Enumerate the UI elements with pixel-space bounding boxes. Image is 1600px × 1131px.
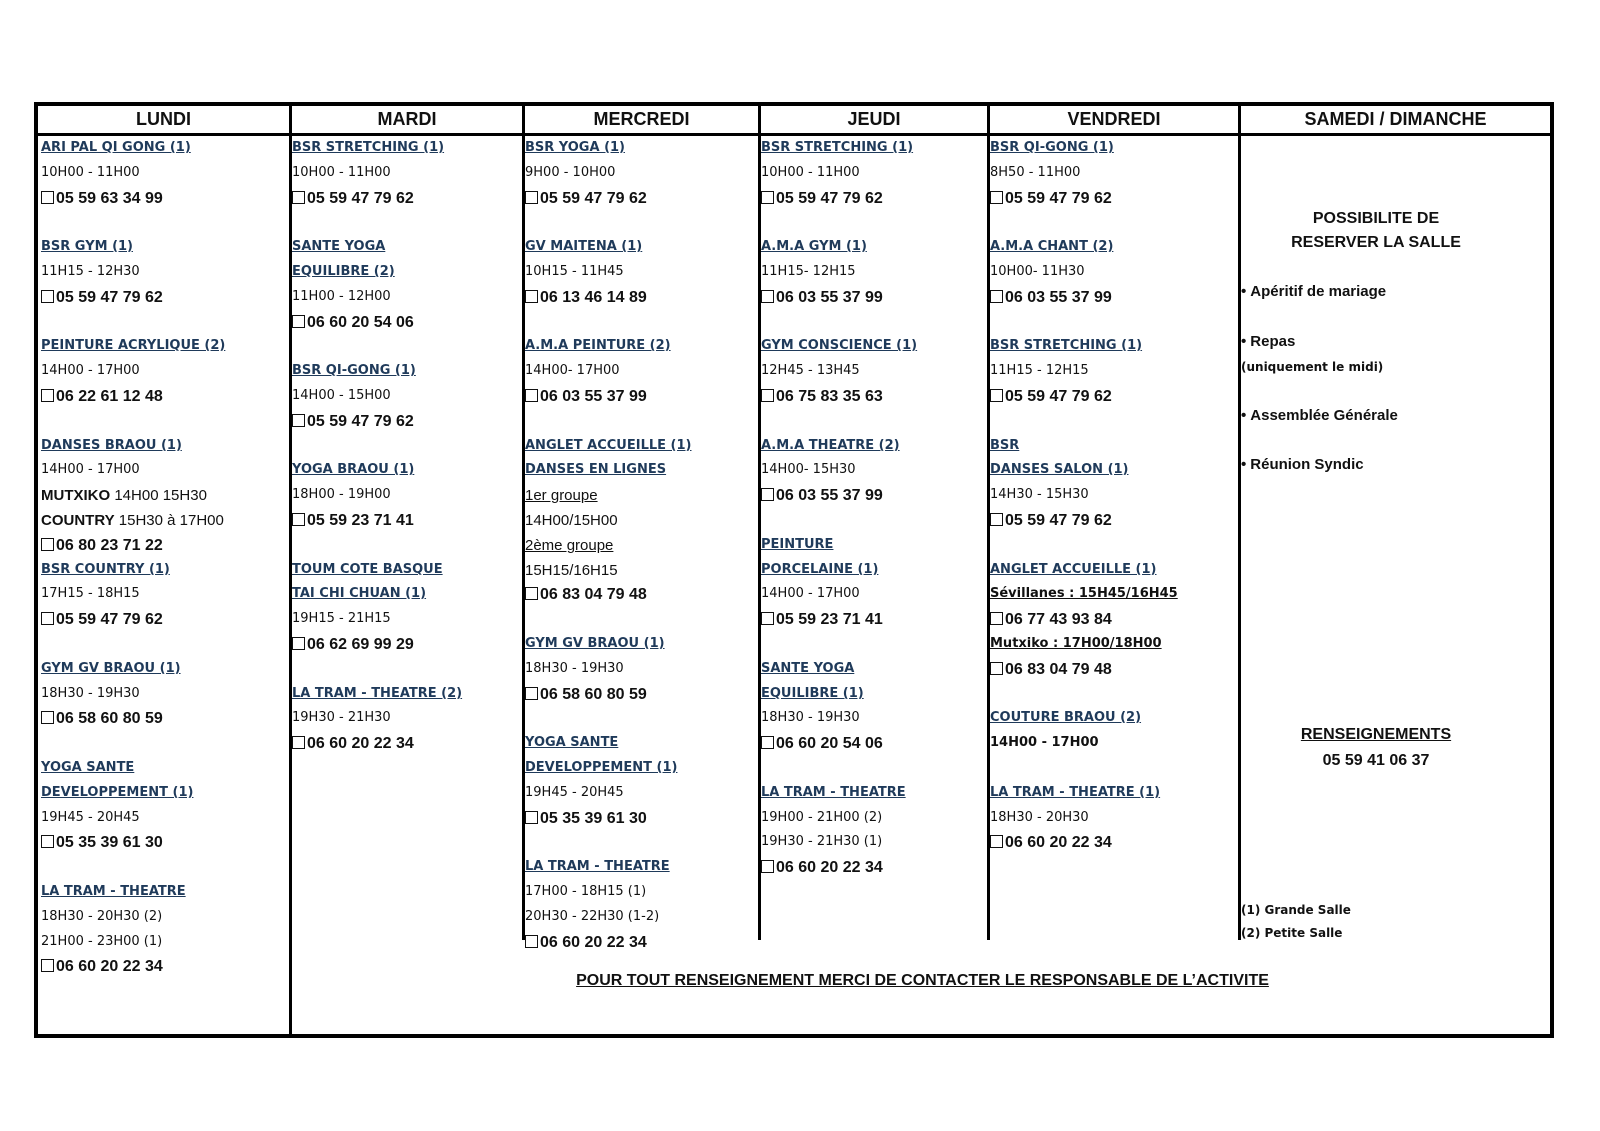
header-weekend: SAMEDI / DIMANCHE [1241, 106, 1550, 136]
activity-title: EQUILIBRE (1) [761, 686, 864, 701]
activity-time: 21H00 - 23H00 (1) [41, 934, 163, 949]
info-phone: 05 59 41 06 37 [1322, 752, 1430, 769]
sub-activity [41, 487, 207, 504]
activity-title: BSR GYM (1) [41, 239, 133, 254]
activity-time: 17H00 - 18H15 (1) [525, 884, 647, 899]
sub-activity-time: 14H00 15H30 [114, 487, 207, 504]
activity-title: DEVELOPPEMENT (1) [525, 760, 678, 775]
activity-title: DANSES SALON (1) [990, 462, 1129, 477]
activity-title: BSR STRETCHING (1) [292, 140, 445, 155]
activity-time: 11H15 - 12H30 [41, 264, 140, 279]
activity-title: ANGLET ACCUEILLE (1) [525, 438, 692, 453]
phone-number: 06 58 60 80 59 [41, 710, 163, 728]
activity-time: 14H30 - 15H30 [990, 487, 1089, 502]
activity-time: 14H00- 17H00 [525, 363, 620, 378]
activity-title: A.M.A CHANT (2) [990, 239, 1114, 254]
activity-title: BSR QI-GONG (1) [292, 363, 416, 378]
activity-title: LA TRAM - THEATRE [525, 859, 670, 874]
activity-time: 18H30 - 20H30 (2) [41, 909, 163, 924]
activity-title: BSR STRETCHING (1) [761, 140, 914, 155]
booking-item: • Réunion Syndic [1241, 456, 1364, 473]
activity-time: 11H15 - 12H15 [990, 363, 1089, 378]
activity-title: GYM GV BRAOU (1) [41, 661, 181, 676]
phone-number: 05 59 63 34 99 [41, 190, 163, 208]
footer-note: POUR TOUT RENSEIGNEMENT MERCI DE CONTACTER LE RESPONSABLE DE L’ACTIVITE [576, 972, 1269, 989]
phone-number: 06 75 83 35 63 [761, 388, 883, 406]
header-lundi: LUNDI [38, 106, 289, 136]
phone-number: 06 60 20 54 06 [761, 735, 883, 753]
booking-title: POSSIBILITE DE [1312, 210, 1440, 227]
activity-title: BSR YOGA (1) [525, 140, 625, 155]
phone-number: 05 59 23 71 41 [292, 512, 414, 530]
activity-title: PORCELAINE (1) [761, 562, 879, 577]
sub-activity-time: 15H30 à 17H00 [118, 512, 224, 529]
activity-time: 14H00 - 17H00 [41, 462, 140, 477]
header-vendredi: VENDREDI [990, 106, 1238, 136]
activity-time: 10H00 - 11H00 [761, 165, 860, 180]
group-label: 2ème groupe [525, 537, 614, 554]
activity-time: 14H00 - 17H00 [41, 363, 140, 378]
phone-number: 06 60 20 54 06 [292, 314, 414, 332]
phone-number: 05 59 47 79 62 [990, 190, 1112, 208]
phone-number: 06 03 55 37 99 [761, 289, 883, 307]
phone-number: 06 77 43 93 84 [990, 611, 1112, 629]
activity-title: LA TRAM - THEATRE (1) [990, 785, 1161, 800]
activity-time: 14H00 - 17H00 [761, 586, 860, 601]
activity-time: 9H00 - 10H00 [525, 165, 616, 180]
phone-number: 05 59 47 79 62 [990, 512, 1112, 530]
activity-title: YOGA SANTE [41, 760, 135, 775]
activity-title: EQUILIBRE (2) [292, 264, 395, 279]
activity-title: DANSES BRAOU (1) [41, 438, 182, 453]
activity-title: DEVELOPPEMENT (1) [41, 785, 194, 800]
phone-number: 06 22 61 12 48 [41, 388, 163, 406]
activity-title: YOGA BRAOU (1) [292, 462, 415, 477]
phone-number: 06 60 20 22 34 [41, 958, 163, 976]
activity-title: LA TRAM - THEATRE [761, 785, 906, 800]
sub-activity-name: COUNTRY [41, 512, 115, 529]
activity-time: 18H30 - 20H30 [990, 810, 1089, 825]
phone-number: 06 62 69 99 29 [292, 636, 414, 654]
activity-time: 18H00 - 19H00 [292, 487, 391, 502]
activity-title: PEINTURE [761, 537, 834, 552]
header-mardi: MARDI [292, 106, 522, 136]
group-label: 1er groupe [525, 487, 598, 504]
phone-number: 05 59 47 79 62 [292, 190, 414, 208]
phone-number: 06 80 23 71 22 [41, 537, 163, 555]
booking-title: RESERVER LA SALLE [1291, 234, 1461, 251]
phone-number: 06 60 20 22 34 [525, 934, 647, 952]
phone-number: 05 59 47 79 62 [41, 289, 163, 307]
activity-title: A.M.A PEINTURE (2) [525, 338, 671, 353]
activity-time: 10H00- 11H30 [990, 264, 1085, 279]
activity-title: A.M.A THEATRE (2) [761, 438, 900, 453]
phone-number: 05 59 47 79 62 [990, 388, 1112, 406]
activity-detail: Sévillanes : 15H45/16H45 [990, 586, 1178, 601]
phone-number: 06 03 55 37 99 [761, 487, 883, 505]
header-mercredi: MERCREDI [525, 106, 758, 136]
phone-number: 05 35 39 61 30 [41, 834, 163, 852]
activity-title: BSR [990, 438, 1020, 453]
activity-time: 19H45 - 20H45 [41, 810, 140, 825]
activity-time: 11H15- 12H15 [761, 264, 856, 279]
activity-time: 12H45 - 13H45 [761, 363, 860, 378]
activity-title: GYM CONSCIENCE (1) [761, 338, 918, 353]
phone-number: 06 13 46 14 89 [525, 289, 647, 307]
header-jeudi: JEUDI [761, 106, 987, 136]
phone-number: 06 03 55 37 99 [525, 388, 647, 406]
activity-time: 14H00- 15H30 [761, 462, 856, 477]
phone-number: 06 83 04 79 48 [990, 661, 1112, 679]
booking-note: (uniquement le midi) [1241, 360, 1384, 374]
phone-number: 05 59 47 79 62 [525, 190, 647, 208]
group-time: 14H00/15H00 [525, 512, 618, 529]
activity-time: 20H30 - 22H30 (1-2) [525, 909, 660, 924]
activity-detail: Mutxiko : 17H00/18H00 [990, 636, 1162, 651]
activity-title: YOGA SANTE [525, 735, 619, 750]
activity-title: LA TRAM - THEATRE (2) [292, 686, 463, 701]
activity-time: 17H15 - 18H15 [41, 586, 140, 601]
sub-activity-name: MUTXIKO [41, 487, 111, 504]
booking-item: • Apéritif de mariage [1241, 283, 1386, 300]
activity-time: 10H00 - 11H00 [41, 165, 140, 180]
booking-item: • Assemblée Générale [1241, 407, 1398, 424]
activity-time: 14H00 - 15H00 [292, 388, 391, 403]
activity-title: ARI PAL QI GONG (1) [41, 140, 191, 155]
activity-title: DANSES EN LIGNES [525, 462, 667, 477]
activity-title: COUTURE BRAOU (2) [990, 710, 1142, 725]
activity-time: 8H50 - 11H00 [990, 165, 1081, 180]
activity-title: GYM GV BRAOU (1) [525, 636, 665, 651]
activity-title: TOUM COTE BASQUE [292, 562, 443, 577]
activity-title: GV MAITENA (1) [525, 239, 643, 254]
activity-title: A.M.A GYM (1) [761, 239, 867, 254]
legend-grande-salle: (1) Grande Salle [1241, 903, 1351, 917]
activity-title: BSR COUNTRY (1) [41, 562, 170, 577]
activity-title: ANGLET ACCUEILLE (1) [990, 562, 1157, 577]
phone-number: 05 59 47 79 62 [761, 190, 883, 208]
activity-time: 19H00 - 21H00 (2) [761, 810, 883, 825]
activity-title: SANTE YOGA [292, 239, 386, 254]
phone-number: 06 60 20 22 34 [761, 859, 883, 877]
activity-title: PEINTURE ACRYLIQUE (2) [41, 338, 226, 353]
activity-time: 11H00 - 12H00 [292, 289, 391, 304]
activity-title: SANTE YOGA [761, 661, 855, 676]
booking-item: • Repas [1241, 333, 1295, 350]
weekend-column [1241, 136, 1550, 940]
activity-title: LA TRAM - THEATRE [41, 884, 186, 899]
activity-time: 19H30 - 21H30 [292, 710, 391, 725]
legend-petite-salle: (2) Petite Salle [1241, 926, 1343, 940]
activity-time: 19H30 - 21H30 (1) [761, 834, 883, 849]
activity-title: TAI CHI CHUAN (1) [292, 586, 427, 601]
sub-activity [41, 512, 224, 529]
activity-time: 10H15 - 11H45 [525, 264, 624, 279]
activity-time: 18H30 - 19H30 [761, 710, 860, 725]
activity-title: BSR QI-GONG (1) [990, 140, 1114, 155]
activity-time: 10H00 - 11H00 [292, 165, 391, 180]
info-title: RENSEIGNEMENTS [1300, 726, 1452, 743]
phone-number: 05 59 23 71 41 [761, 611, 883, 629]
phone-number: 06 58 60 80 59 [525, 686, 647, 704]
activity-title: BSR STRETCHING (1) [990, 338, 1143, 353]
phone-number: 05 35 39 61 30 [525, 810, 647, 828]
activity-time: 19H15 - 21H15 [292, 611, 391, 626]
phone-number: 06 83 04 79 48 [525, 586, 647, 604]
activity-time: 14H00 - 17H00 [990, 735, 1099, 750]
phone-number: 06 60 20 22 34 [990, 834, 1112, 852]
phone-number: 06 03 55 37 99 [990, 289, 1112, 307]
activity-time: 19H45 - 20H45 [525, 785, 624, 800]
activity-time: 18H30 - 19H30 [525, 661, 624, 676]
phone-number: 05 59 47 79 62 [41, 611, 163, 629]
group-time: 15H15/16H15 [525, 562, 618, 579]
phone-number: 06 60 20 22 34 [292, 735, 414, 753]
phone-number: 05 59 47 79 62 [292, 413, 414, 431]
activity-time: 18H30 - 19H30 [41, 686, 140, 701]
schedule-table [34, 102, 1554, 1038]
